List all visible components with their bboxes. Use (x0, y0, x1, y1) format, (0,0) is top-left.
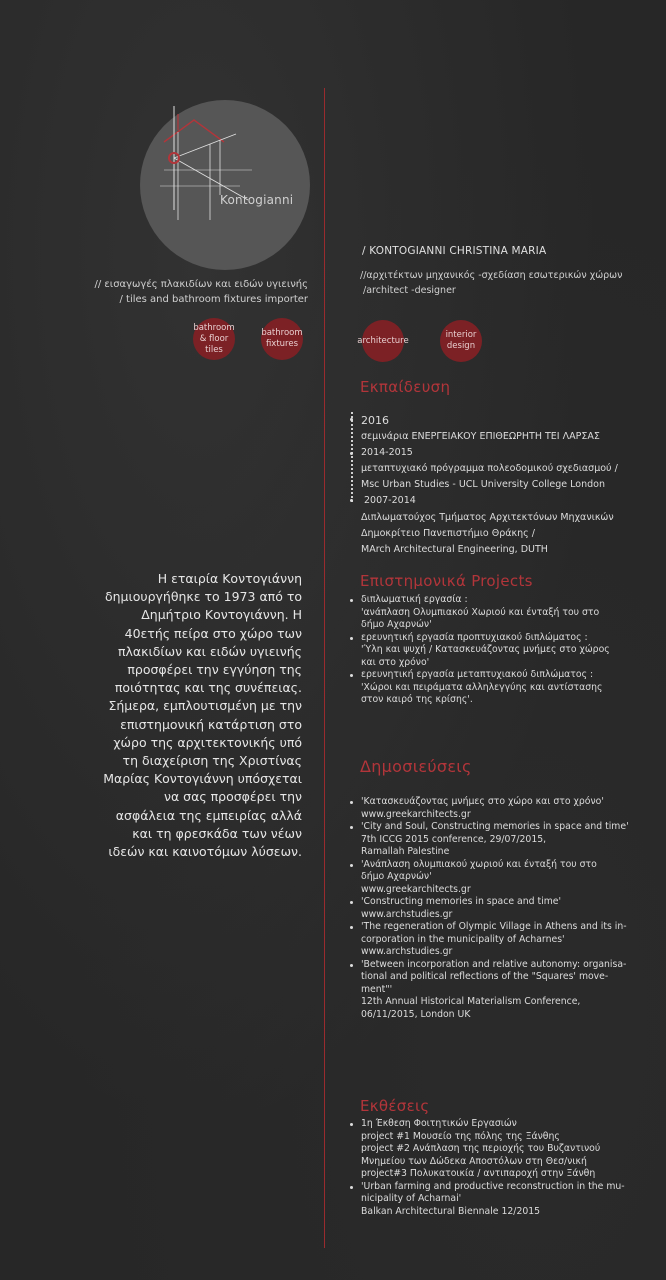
list-item (349, 821, 649, 859)
person-role-greek: //αρχιτέκτων μηχανικός -σχεδίαση εσωτερικών χώρων (360, 270, 623, 281)
item-line: project #2 Ανάπλαση της περιοχής του Βυζαντινού (361, 1143, 601, 1154)
interior-design-button[interactable] (440, 320, 482, 362)
item-head: 'Constructing memories in space and time' (361, 896, 562, 907)
item-line: 'Χώροι και πειράματα αλληλεγγύης και αντίστασης (361, 681, 603, 693)
list-item (349, 896, 649, 921)
item-head: 'Ανάπλαση ολυμπιακού χωριού και ένταξή του στο (361, 858, 597, 870)
button-label-line2: & floor tiles (199, 333, 229, 355)
logo[interactable] (140, 100, 310, 270)
education-line: σεμινάρια ΕΝΕΡΓΕΙΑΚΟΥ ΕΠΙΘΕΩΡΗΤΗ ΤΕΙ ΛΑΡΣΑΣ (361, 431, 600, 442)
item-line: 'Ύλη και ψυχή / Κατασκευάζοντας μνήμες στο χώρος (361, 644, 610, 655)
list-item (349, 796, 649, 821)
item-line: project#3 Πολυκατοικία / αντιπαροχή στην Ξάνθη (361, 1168, 596, 1179)
button-label-line1: bathroom (261, 328, 303, 338)
button-label-line1: bathroom (193, 322, 235, 333)
item-line: www.archstudies.gr (361, 908, 453, 920)
item-line: δήμο Αχαρνών' (361, 871, 432, 882)
item-line: Ramallah Palestine (361, 846, 450, 857)
item-head: ερευνητική εργασία προπτυχιακού διπλώματος : (361, 631, 588, 643)
item-line: corporation in the municipality of Acharnes' (361, 933, 565, 945)
education-line: 2014-2015 (361, 447, 413, 458)
tagline-greek: // εισαγωγές πλακιδίων και ειδών υγιεινής (94, 279, 308, 290)
publications-title: Δημοσιεύσεις (360, 757, 472, 776)
education-timeline (351, 412, 353, 502)
item-line: project #1 Μουσείο της πόλης της Ξάνθης (361, 1130, 560, 1142)
item-line: στον καιρό της κρίσης'. (361, 694, 473, 705)
list-item (349, 1118, 649, 1181)
list-item (349, 669, 649, 707)
item-line: www.greekarchitects.gr (361, 808, 471, 820)
item-head: 'City and Soul, Constructing memories in space and time' (361, 821, 629, 832)
item-line: www.archstudies.gr (361, 946, 453, 957)
list-item (349, 632, 649, 670)
item-line: tional and political reflections of the "Squares' move- (361, 971, 609, 982)
list-item (349, 959, 649, 1022)
projects-title: Επιστημονικά Projects (360, 572, 533, 590)
person-role-english: /architect -designer (363, 285, 456, 296)
education-line: Msc Urban Studies - UCL University College London (361, 479, 605, 490)
item-line: και στο χρόνο' (361, 656, 430, 668)
architecture-button[interactable] (357, 320, 409, 362)
button-label-line2: fixtures (265, 339, 299, 349)
education-line: MArch Architectural Engineering, DUTH (361, 544, 548, 555)
bathroom-fixtures-button[interactable] (261, 318, 303, 360)
timeline-dot (350, 499, 353, 502)
item-head: ερευνητική εργασία μεταπτυχιακού διπλώματος : (361, 669, 594, 680)
education-line: μεταπτυχιακό πρόγραμμα πολεοδομικού σχεδιασμού / (361, 463, 618, 474)
education-line: 2007-2014 (364, 495, 416, 506)
item-line: Μνημείου των Δώδεκα Αποστόλων στη Θεσ/νική (361, 1155, 587, 1167)
item-line: ment"' (361, 983, 393, 995)
list-item (349, 921, 649, 959)
education-line: Δημοκρίτειο Πανεπιστήμιο Θράκης / (361, 528, 535, 539)
tagline-english: / tiles and bathroom fixtures importer (119, 294, 308, 305)
item-line: 7th ICCG 2015 conference, 29/07/2015, (361, 833, 547, 845)
item-head: 'Κατασκευάζοντας μνήμες στο χώρο και στο χρόνο' (361, 796, 604, 807)
button-label-line1: architecture (357, 335, 409, 346)
item-line: 12th Annual Historical Materialism Conference, (361, 996, 581, 1007)
education-title: Εκπαίδευση (360, 378, 451, 396)
item-line: 'ανάπλαση Ολυμπιακού Χωριού και ένταξή του στο (361, 606, 600, 618)
item-head: 'Between incorporation and relative autonomy: organisa- (361, 958, 627, 970)
item-line: δήμο Αχαρνών' (361, 619, 432, 630)
list-item (349, 594, 649, 632)
item-head: 1η Έκθεση Φοιτητικών Εργασιών (361, 1118, 517, 1129)
button-label-line2: design (446, 341, 476, 351)
item-line: nicipality of Acharnai' (361, 1193, 462, 1204)
about-paragraph: Η εταιρία Κοντογιάννη δημιουργήθηκε το 1973 από το Δημήτριο Κοντογιάννη. Η 40ετής πείρα στο χώρο των πλακιδίων και ειδών υγιεινής προσφέρει την εγγύηση της ποιότητας και της συνέπειας. Σήμερα, εμπλουτισμένη με την επιστημονική κατάρτιση στο χώρο της αρχιτεκτονικής υπό τη διαχείριση της Χριστίνας Μαρίας Κοντογιάννη υπόσχεται να σας προσφέρει την ασφάλεια της εμπειρίας αλλά και τη φρεσκάδα των νέων ιδεών και καινοτόμων λύσεων. (103, 571, 302, 860)
timeline-dot (350, 418, 353, 421)
education-line: 2016 (361, 414, 389, 427)
list-item (349, 859, 649, 897)
exhibitions-list (349, 1118, 649, 1218)
projects-list (349, 594, 649, 707)
bathroom-floor-tiles-button[interactable] (193, 318, 235, 360)
person-name: / KONTOGIANNI CHRISTINA MARIA (362, 245, 547, 257)
item-line: www.greekarchitects.gr (361, 883, 471, 895)
exhibitions-title: Εκθέσεις (360, 1097, 430, 1115)
timeline-dot (350, 452, 353, 455)
logo-mark-icon (140, 100, 310, 270)
vertical-divider (324, 88, 325, 1248)
logo-brand-text: Kontogianni (220, 193, 294, 207)
item-head: 'The regeneration of Olympic Village in Athens and its in- (361, 921, 627, 932)
item-line: 06/11/2015, London UK (361, 1008, 471, 1020)
list-item (349, 1181, 649, 1219)
publications-list (349, 796, 649, 1021)
button-label-line1: interior (445, 330, 477, 340)
item-head: διπλωματική εργασία : (361, 594, 468, 605)
item-line: Balkan Architectural Biennale 12/2015 (361, 1205, 541, 1217)
item-head: 'Urban farming and productive reconstruction in the mu- (361, 1180, 625, 1192)
education-line: Διπλωματούχος Τμήματος Αρχιτεκτόνων Μηχανικών (361, 512, 614, 523)
